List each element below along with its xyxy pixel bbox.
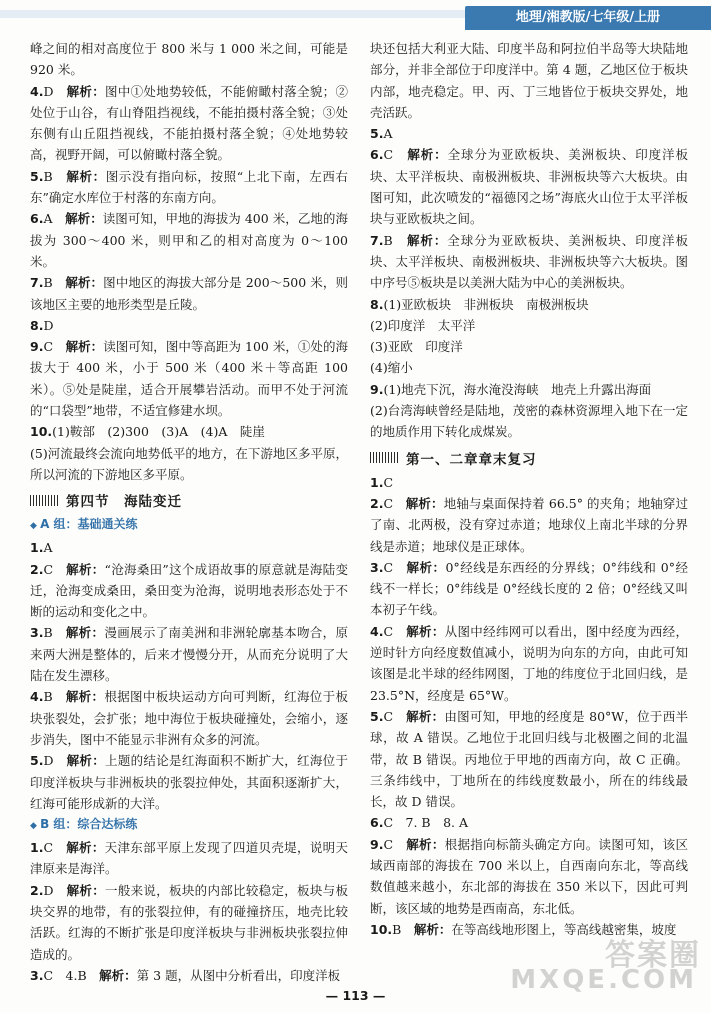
question-number: 2. <box>30 561 44 577</box>
answer-text: 根据指向标箭头确定方向。读图可知，该区域西南部的海拔在 700 米以上，自西南向东北，等高线数值越来越小，东北部的海拔在 350 米以下，因此可判断，该区域的地势是西南高，东北低。 <box>370 836 688 916</box>
section-hatch-icon <box>30 495 60 506</box>
question-number: 6. <box>370 147 384 163</box>
question-number: 5. <box>370 126 384 142</box>
question-number: 7. <box>30 275 44 291</box>
answer-item <box>370 336 688 357</box>
explanation-label: 解析： <box>99 967 137 983</box>
page-number: — 113 — <box>325 988 386 1003</box>
right-column <box>370 38 688 940</box>
watermark-logo: 答案圈 <box>605 938 701 973</box>
answer-item <box>30 208 348 272</box>
answer-item <box>370 493 688 557</box>
answer-item <box>370 834 688 919</box>
explanation-label: 解析： <box>413 921 452 937</box>
answer-item <box>30 421 348 442</box>
question-number: 10. <box>30 424 53 440</box>
answer-item <box>370 812 688 833</box>
answer-choice: C <box>383 623 394 639</box>
explanation-label: 解析： <box>407 232 448 248</box>
answer-choice: A <box>383 126 393 142</box>
answer-choice: (1)鞍部 (2)300 (3)A (4)A 陡崖 <box>52 424 265 440</box>
answer-item <box>30 537 348 558</box>
diamond-icon: ◆ <box>30 821 41 832</box>
answer-item <box>30 686 348 750</box>
book-info-tag: 地理/湘教版/七年级/上册 <box>465 6 711 30</box>
question-number: 3. <box>370 559 384 575</box>
explanation-label: 解析： <box>406 836 445 852</box>
question-number: 4. <box>30 83 44 99</box>
answer-text: 读图可知，图中等高距为 100 米，①处的海拔大于 400 米，小于 500 米（400 米＋等高距 100 米）。⑤处是陡崖，适合开展攀岩活动。而甲不处于河流的“口袋型”地带，不适宜修建水坝。 <box>30 339 348 419</box>
answer-text: 一般来说，板块的内部比较稳定，板块与板块交界的地带，有的张裂拉伸，有的碰撞挤压，地壳比较活跃。红海的不断扩张是印度洋板块与非洲板块张裂拉伸造成的。 <box>30 882 348 962</box>
answer-item <box>370 621 688 706</box>
answer-choice: B <box>43 168 53 184</box>
answer-choice: C <box>383 147 394 163</box>
answer-choice: C <box>43 339 54 355</box>
question-number: 1. <box>370 474 384 490</box>
answer-item <box>30 750 348 814</box>
answer-item <box>30 443 348 486</box>
answer-text: 峰之间的相对高度位于 800 米与 1 000 米之间，可能是 920 米。 <box>30 41 348 78</box>
explanation-label: 解析： <box>65 689 105 705</box>
question-number: 5. <box>30 168 44 184</box>
answer-item <box>30 166 348 209</box>
question-number: 9. <box>30 339 44 355</box>
question-number: 6. <box>370 815 384 831</box>
answer-item <box>370 315 688 336</box>
question-number: 3. <box>30 967 44 983</box>
answer-choice: C <box>43 840 54 856</box>
answer-text: 图中地区的海拔大部分是 200～500 米，则该地区主要的地形类型是丘陵。 <box>30 275 348 312</box>
answer-item <box>370 379 688 400</box>
answer-text: 第 3 题，从图中分析看出，印度洋板 <box>136 967 341 983</box>
diamond-icon: ◆ <box>30 521 41 532</box>
question-number: 5. <box>30 753 44 769</box>
question-number: 1. <box>30 840 44 856</box>
explanation-label: 解析： <box>65 211 103 227</box>
question-number: 3. <box>30 625 44 641</box>
explanation-label: 解析： <box>66 83 106 99</box>
explanation-label: 解析： <box>66 753 106 769</box>
answer-item <box>30 315 348 336</box>
answer-choice: C <box>383 495 394 511</box>
answer-text: 0°经线是东西经的分界线；0°纬线和 0°经线不一样长；0°纬线是 0°经线长度的 2 倍；0°经线又叫本初子午线。 <box>370 559 688 618</box>
answer-item <box>30 837 348 880</box>
answer-choice: B <box>43 689 53 705</box>
question-number: 9. <box>370 381 384 397</box>
answer-item <box>370 144 688 229</box>
answer-choice: (1)亚欧板块 非洲板块 南极洲板块 <box>383 296 589 312</box>
explanation-label: 解析： <box>66 561 105 577</box>
page-header <box>0 0 711 30</box>
watermark-url: MXQE.COM <box>510 965 697 995</box>
answer-choice: B <box>43 275 53 291</box>
answer-item <box>370 400 688 443</box>
answer-text: 由图可知，甲地的经度是 80°W，位于西半球，故 A 错误。乙地位于北回归线与北极圈之间的北温带，故 B 错误。丙地位于甲地的西南方向，故 C 正确。三条纬线中，丁地所在的纬线度数最小，所在的纬线最长，故 D 错误。 <box>370 708 688 810</box>
answer-text: (3)亚欧 印度洋 <box>370 339 463 355</box>
section-hatch-icon <box>370 452 400 463</box>
explanation-label: 解析： <box>66 168 106 184</box>
answer-item <box>30 559 348 623</box>
answer-item <box>370 38 688 123</box>
group-title: B 组：综合达标练 <box>40 817 138 832</box>
answer-text: 图中①处地势较低，不能俯瞰村落全貌；②处位于山谷，有山脊阻挡视线，不能拍摄村落全貌；③处东侧有山丘阻挡视线，不能拍摄村落全貌；④处地势较高，视野开阔，可以俯瞰村落全貌。 <box>30 83 348 163</box>
answer-item <box>30 81 348 166</box>
question-number: 7. <box>370 232 384 248</box>
answer-text: 图示没有指向标，按照“上北下南，左西右东”确定水库位于村落的东南方向。 <box>30 168 348 206</box>
explanation-label: 解析： <box>406 559 446 575</box>
left-column <box>30 38 348 986</box>
answer-text: (4)缩小 <box>370 360 413 376</box>
answer-item <box>370 706 688 812</box>
answer-item <box>370 472 688 493</box>
explanation-label: 解析： <box>66 882 106 898</box>
answer-text: (5)河流最终会流向地势低平的地方，在下游地区多平原，所以河流的下游地区多平原。 <box>30 445 348 482</box>
answer-choice: D <box>43 882 54 898</box>
question-number: 6. <box>30 211 44 227</box>
answer-item <box>30 38 348 81</box>
answer-item <box>370 230 688 294</box>
answer-item <box>370 123 688 144</box>
answer-choice: A <box>43 540 53 556</box>
question-number: 5. <box>370 708 384 724</box>
explanation-label: 解析： <box>65 625 105 641</box>
answer-item <box>370 357 688 378</box>
answer-text: 上题的结论是红海面积不断扩大，红海位于印度洋板块与非洲板块的张裂拉伸处，其面积逐渐扩大，红海可能形成新的大洋。 <box>30 753 348 811</box>
answer-text: 读图可知，甲地的海拔为 400 米，乙地的海拔为 300～400 米，则甲和乙的相对高度为 0～100 米。 <box>30 211 348 269</box>
answer-item <box>30 272 348 315</box>
answer-text: 从图中经纬网可以看出，图中经度为西经，逆时针方向经度数值减小，说明为向东的方向，由此可知该图是北半球的经纬网图，丁地的纬度位于北回归线，是 23.5°N，经度是 65°W。 <box>370 623 688 703</box>
answer-text: 全球分为亚欧板块、美洲板块、印度洋板块、太平洋板块、南极洲板块、非洲板块等六大板块。由图可知，此次喷发的“福德冈之场”海底火山位于太平洋板块与亚欧板块之间。 <box>370 147 688 227</box>
answer-item <box>30 965 348 986</box>
question-number: 8. <box>30 317 44 333</box>
question-number: 4. <box>370 623 384 639</box>
explanation-label: 解析： <box>66 840 105 856</box>
question-number: 2. <box>30 882 44 898</box>
group-heading <box>30 514 348 537</box>
answer-text: 天津东部平原上发现了四道贝壳堤，说明天津原来是海洋。 <box>30 840 348 877</box>
answer-choice: D <box>43 317 54 333</box>
answer-text: 漫画展示了南美洲和非洲轮廓基本吻合，原来两大洲是整体的，后来才慢慢分开，从而充分说明了大陆在发生漂移。 <box>30 625 348 684</box>
answer-item <box>30 880 348 965</box>
explanation-label: 解析： <box>65 339 104 355</box>
answer-choice: C <box>383 836 394 852</box>
answer-text: 全球分为亚欧板块、美洲板块、印度洋板块、太平洋板块、南极洲板块、非洲板块等六大板块。图中序号⑤板块是以美洲大陆为中心的美洲板块。 <box>370 232 688 291</box>
group-title: A 组：基础通关练 <box>40 517 138 532</box>
answer-choice: C <box>383 708 394 724</box>
question-number: 1. <box>30 540 44 556</box>
answer-choice: B <box>383 232 393 248</box>
answer-text: “沧海桑田”这个成语故事的原意就是海陆变迁，沧海变成桑田，桑田变为沧海，说明地表形态处于不断的运动和变化之中。 <box>30 561 348 620</box>
answer-item <box>30 622 348 686</box>
answer-text: 根据图中板块运动方向可判断，红海位于板块张裂处，会扩张；地中海位于板块碰撞处，会缩小，逐步消失，图中不能显示非洲有众多的河流。 <box>30 689 348 747</box>
section-heading <box>370 446 688 470</box>
explanation-label: 解析： <box>406 623 445 639</box>
answer-item <box>370 294 688 315</box>
explanation-label: 解析： <box>406 708 445 724</box>
group-heading <box>30 814 348 837</box>
question-number: 4. <box>30 689 44 705</box>
answer-choice: A <box>43 211 53 227</box>
explanation-label: 解析： <box>65 275 104 291</box>
answer-text: 地轴与桌面保持着 66.5° 的夹角；地轴穿过了南、北两极，没有穿过赤道；地球仪上南北半球的分界线是赤道；地球仪是正球体。 <box>370 495 688 554</box>
answer-choice: C 7. B 8. A <box>383 815 469 831</box>
answer-text: 在等高线地形图上，等高线越密集，坡度 <box>451 921 677 937</box>
explanation-label: 解析： <box>405 495 444 511</box>
answer-choice: B <box>43 625 53 641</box>
answer-text: (2)印度洋 太平洋 <box>370 317 476 333</box>
answer-item <box>30 336 348 421</box>
answer-choice: C <box>383 559 394 575</box>
answer-choice: C 4.B <box>43 967 87 983</box>
question-number: 9. <box>370 836 384 852</box>
answer-choice: D <box>43 83 54 99</box>
answer-text: 块还包括大利亚大陆、印度半岛和阿拉伯半岛等大块陆地部分，并非全部位于印度洋中。第 4 题，乙地区位于板块内部，地壳稳定。甲、丙、丁三地皆位于板块交界处，地壳活跃。 <box>370 41 688 120</box>
explanation-label: 解析： <box>407 147 448 163</box>
question-number: 10. <box>370 921 393 937</box>
answer-choice: B <box>392 921 402 937</box>
answer-item <box>370 557 688 621</box>
question-number: 8. <box>370 296 384 312</box>
section-title: 第四节 海陆变迁 <box>66 494 182 511</box>
answer-text: (2)台湾海峡曾经是陆地，茂密的森林资源埋入地下在一定的地质作用下转化成煤炭。 <box>370 403 688 440</box>
section-heading <box>30 488 348 512</box>
answer-choice: (1)地壳下沉，海水淹没海峡 地壳上升露出海面 <box>383 381 652 397</box>
answer-choice: C <box>43 561 54 577</box>
section-title: 第一、二章章末复习 <box>406 451 537 468</box>
question-number: 2. <box>370 495 384 511</box>
answer-choice: D <box>43 753 54 769</box>
answer-choice: C <box>383 474 394 490</box>
